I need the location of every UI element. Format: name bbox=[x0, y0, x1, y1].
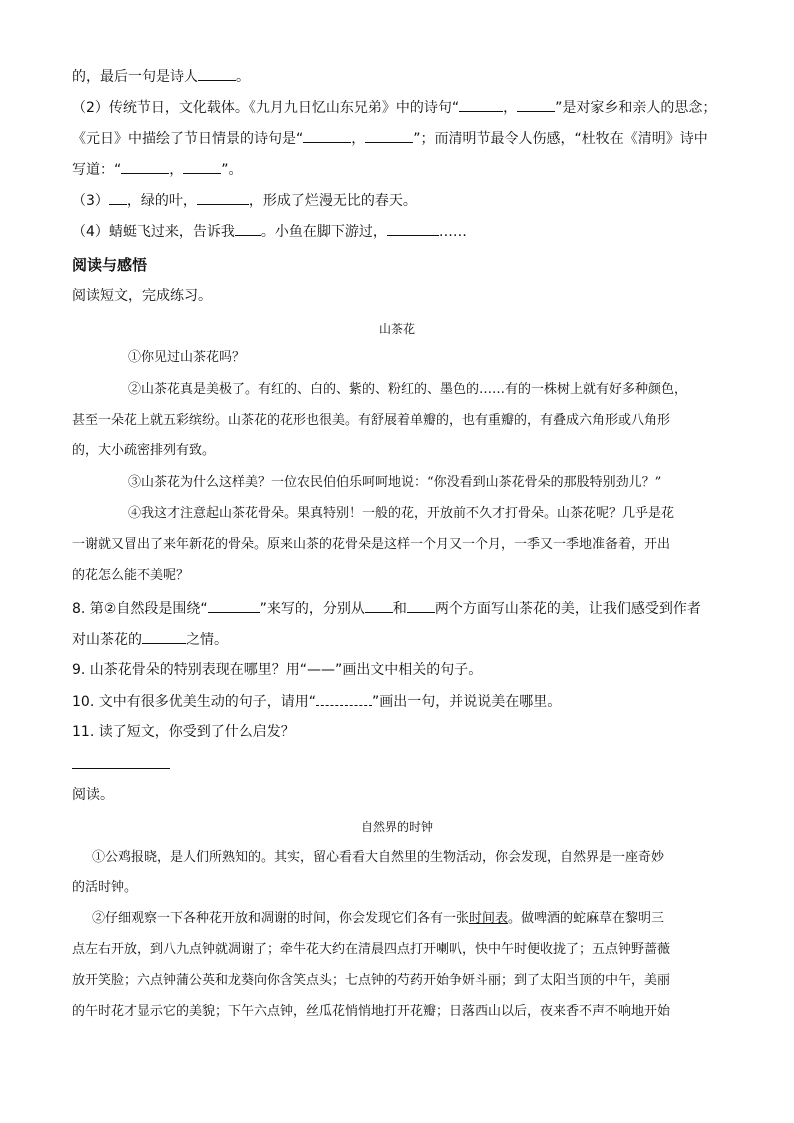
answer-blank bbox=[183, 159, 221, 174]
section-instruction: 阅读短文，完成练习。 bbox=[72, 288, 212, 304]
text: 。小鱼在脚下游过， bbox=[260, 224, 387, 240]
passage2-line: 点左右开放，到八九点钟就凋谢了；牵牛花大约在清晨四点打开喇叭，快中午时便收拢了；五点钟野蔷薇 bbox=[72, 942, 671, 957]
passage2-line: 的活时钟。 bbox=[72, 880, 138, 895]
passage-line: 甚至一朵花上就五彩缤纷。山茶花的花形也很美。有舒展着单瓣的，也有重瓣的，有叠成六角形或八角形 bbox=[72, 413, 671, 428]
passage2-line: 放开笑脸；六点钟蒲公英和龙葵向你含笑点头；七点钟的芍药开始争妍斗丽；到了太阳当顶的中午，美丽 bbox=[72, 973, 671, 988]
answer-blank bbox=[407, 598, 435, 613]
answer-blank bbox=[387, 221, 439, 236]
passage-line: 一谢就又冒出了来年新花的骨朵。原来山茶的花骨朵是这样一个月又一个月，一季又一季地准备着，开出 bbox=[72, 537, 671, 552]
text: ”来写的，分别从 bbox=[259, 601, 365, 617]
text: 的，最后一句是诗人 bbox=[72, 69, 198, 85]
answer-blank bbox=[121, 159, 169, 174]
text: ，形成了烂漫无比的春天。 bbox=[248, 193, 417, 209]
answer-blank bbox=[235, 221, 261, 236]
answer-blank bbox=[365, 598, 393, 613]
passage-line: ③山茶花为什么这样美？一位农民伯伯乐呵呵地说：“你没看到山茶花骨朵的那股特别劲儿？” bbox=[128, 475, 662, 490]
poem-line-4 bbox=[72, 159, 243, 180]
passage-line: ④我这才注意起山茶花骨朵。果真特别！一般的花，开放前不久才打骨朵。山茶花呢？几乎是花 bbox=[128, 506, 675, 521]
question-9: 9. 山茶花骨朵的特别表现在哪里？用“——”画出文中相关的句子。 bbox=[72, 662, 483, 678]
text: ②仔细观察一下各种花开放和凋谢的时间，你会发现它们各有一张 bbox=[92, 911, 470, 926]
answer-blank bbox=[459, 97, 503, 112]
text: 。做啤酒的蛇麻草在黎明三 bbox=[508, 911, 665, 926]
question-11: 11. 读了短文，你受到了什么启发？ bbox=[72, 724, 295, 740]
text: ， bbox=[169, 162, 184, 178]
poem-line-2 bbox=[72, 97, 716, 118]
poem-line-1 bbox=[72, 66, 250, 87]
text: （2）传统节日，文化载体。《九月九日忆山东兄弟》中的诗句“ bbox=[72, 100, 460, 116]
answer-blank bbox=[197, 190, 249, 205]
answer-blank bbox=[208, 598, 260, 613]
section-heading: 阅读与感悟 bbox=[72, 256, 148, 274]
passage-line: 的花怎么能不美呢？ bbox=[72, 568, 190, 583]
poem-line-6 bbox=[72, 221, 467, 242]
answer-blank bbox=[142, 629, 186, 644]
answer-blank bbox=[109, 190, 127, 205]
text: 两个方面写山茶花的美，让我们感受到作者 bbox=[434, 601, 701, 617]
text: （4）蜻蜓飞过来，告诉我 bbox=[72, 224, 235, 240]
divider bbox=[72, 768, 170, 769]
text: ”是对家乡和亲人的思念； bbox=[555, 100, 717, 116]
text: ， bbox=[351, 131, 366, 147]
text: ，绿的叶， bbox=[126, 193, 197, 209]
text: 写道：“ bbox=[72, 162, 122, 178]
passage2-line bbox=[92, 909, 664, 929]
text: 和 bbox=[392, 601, 407, 617]
poem-line-5 bbox=[72, 190, 417, 211]
passage2-line: 的午时花才显示它的美貌；下午六点钟，丝瓜花悄悄地打开花瓣；日落西山以后，夜来香不声不响地开始 bbox=[72, 1004, 671, 1019]
text: （3） bbox=[72, 193, 109, 209]
text: 对山茶花的 bbox=[72, 632, 142, 648]
underlined-text: 时间表 bbox=[469, 911, 509, 926]
passage-line: ②山茶花真是美极了。有红的、白的、紫的、粉红的、墨色的……有的一株树上就有好多种颜色， bbox=[128, 382, 688, 397]
text: 《元日》中描绘了节日情景的诗句是“ bbox=[72, 131, 304, 147]
text: ， bbox=[503, 100, 518, 116]
passage2-line: ①公鸡报晓，是人们所熟知的。其实，留心看看大自然里的生物活动，你会发现，自然界是一座奇妙 bbox=[92, 850, 665, 865]
text: …… bbox=[438, 224, 467, 240]
answer-blank bbox=[517, 97, 555, 112]
passage-title: 山茶花 bbox=[378, 322, 415, 336]
text: ”；而清明节最令人伤感，“杜牧在《清明》诗中 bbox=[413, 131, 708, 147]
question-8-cont bbox=[72, 629, 228, 650]
question-10 bbox=[72, 691, 561, 712]
question-8 bbox=[72, 598, 701, 619]
text: ”。 bbox=[221, 162, 243, 178]
text: 之情。 bbox=[186, 632, 228, 648]
text: 10. 文中有很多优美生动的句子，请用“ bbox=[72, 694, 316, 710]
passage-line: 的，大小疏密排列有致。 bbox=[72, 443, 216, 458]
answer-blank bbox=[303, 128, 351, 143]
wavy-line-symbol bbox=[316, 691, 372, 706]
poem-line-3 bbox=[72, 128, 708, 149]
answer-blank bbox=[198, 66, 236, 81]
text: ”画出一句，并说说美在哪里。 bbox=[371, 694, 562, 710]
section2-instruction: 阅读。 bbox=[72, 787, 114, 803]
text: 8. 第②自然段是围绕“ bbox=[72, 601, 208, 617]
passage2-title: 自然界的时钟 bbox=[360, 820, 433, 834]
text: 。 bbox=[236, 69, 250, 85]
passage-line: ①你见过山茶花吗？ bbox=[128, 350, 246, 365]
answer-blank bbox=[365, 128, 413, 143]
